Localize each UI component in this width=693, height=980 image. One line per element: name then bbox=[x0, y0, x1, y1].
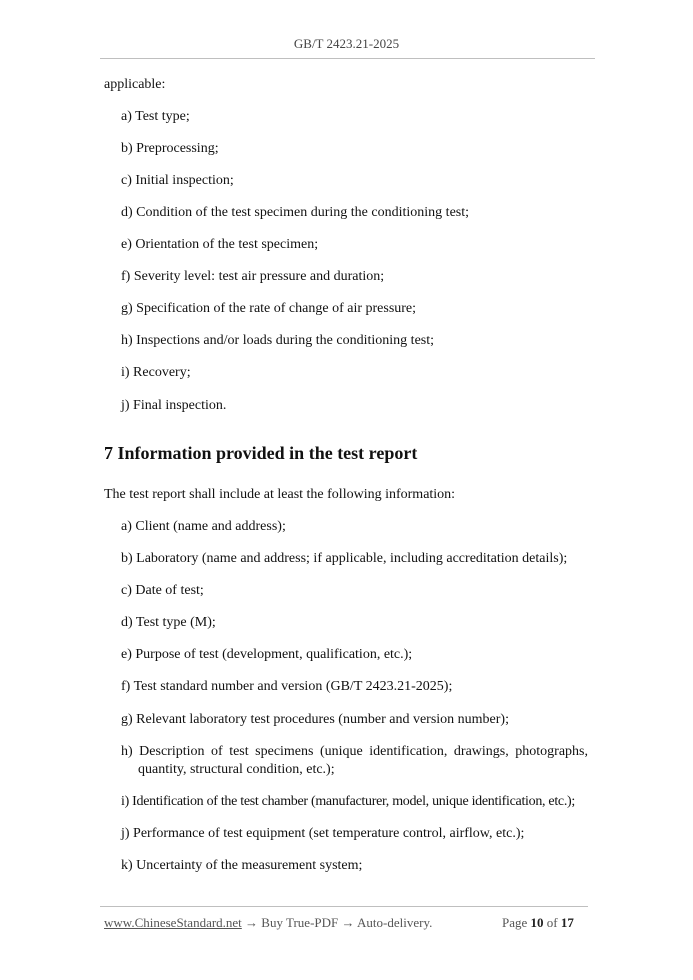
list-item: a) Test type; bbox=[121, 109, 190, 124]
list-item: c) Date of test; bbox=[121, 583, 204, 598]
page-number bbox=[502, 915, 574, 931]
list-item: j) Performance of test equipment (set temperature control, airflow, etc.); bbox=[121, 826, 525, 841]
list-item: f) Test standard number and version (GB/T 2423.21-2025); bbox=[121, 679, 453, 694]
list-item: i) Identification of the test chamber (manufacturer, model, unique identification, etc.); bbox=[121, 794, 575, 809]
header-divider bbox=[100, 58, 595, 59]
section-intro-paragraph: The test report shall include at least the following information: bbox=[104, 487, 456, 502]
auto-delivery-text: Auto-delivery. bbox=[357, 915, 433, 930]
list-item: e) Purpose of test (development, qualification, etc.); bbox=[121, 647, 413, 662]
buy-true-pdf-text: Buy True-PDF bbox=[261, 915, 339, 930]
list-item: e) Orientation of the test specimen; bbox=[121, 237, 319, 252]
total-pages: 17 bbox=[560, 915, 574, 930]
paragraph-continuation: applicable: bbox=[104, 77, 166, 92]
website-link[interactable]: www.ChineseStandard.net bbox=[104, 915, 242, 930]
page-label: Page bbox=[502, 915, 528, 930]
list-item: f) Severity level: test air pressure and duration; bbox=[121, 269, 385, 284]
list-item: b) Laboratory (name and address; if applicable, including accreditation details); bbox=[121, 551, 568, 566]
list-item: k) Uncertainty of the measurement system; bbox=[121, 858, 363, 873]
arrow-right-icon: → bbox=[245, 915, 259, 930]
list-item: b) Preprocessing; bbox=[121, 141, 219, 156]
list-item: j) Final inspection. bbox=[121, 398, 227, 413]
list-item: d) Condition of the test specimen during the conditioning test; bbox=[121, 205, 470, 220]
current-page: 10 bbox=[530, 915, 544, 930]
document-code-header: GB/T 2423.21-2025 bbox=[293, 36, 400, 51]
section-heading: 7 Information provided in the test report bbox=[104, 443, 418, 463]
list-item: a) Client (name and address); bbox=[121, 519, 286, 534]
list-item: h) Inspections and/or loads during the conditioning test; bbox=[121, 333, 435, 348]
list-item: g) Relevant laboratory test procedures (number and version number); bbox=[121, 712, 509, 727]
list-item: h) Description of test specimens (unique identification, drawings, photographs, bbox=[121, 744, 588, 759]
footer-promo bbox=[104, 915, 432, 931]
list-item: c) Initial inspection; bbox=[121, 173, 234, 188]
arrow-right-icon: → bbox=[341, 915, 355, 930]
page-of-label: of bbox=[546, 915, 558, 930]
footer-divider bbox=[100, 906, 588, 907]
list-item-continuation: quantity, structural condition, etc.); bbox=[138, 762, 335, 777]
list-item: i) Recovery; bbox=[121, 365, 191, 380]
list-item: g) Specification of the rate of change of air pressure; bbox=[121, 301, 417, 316]
list-item: d) Test type (M); bbox=[121, 615, 216, 630]
